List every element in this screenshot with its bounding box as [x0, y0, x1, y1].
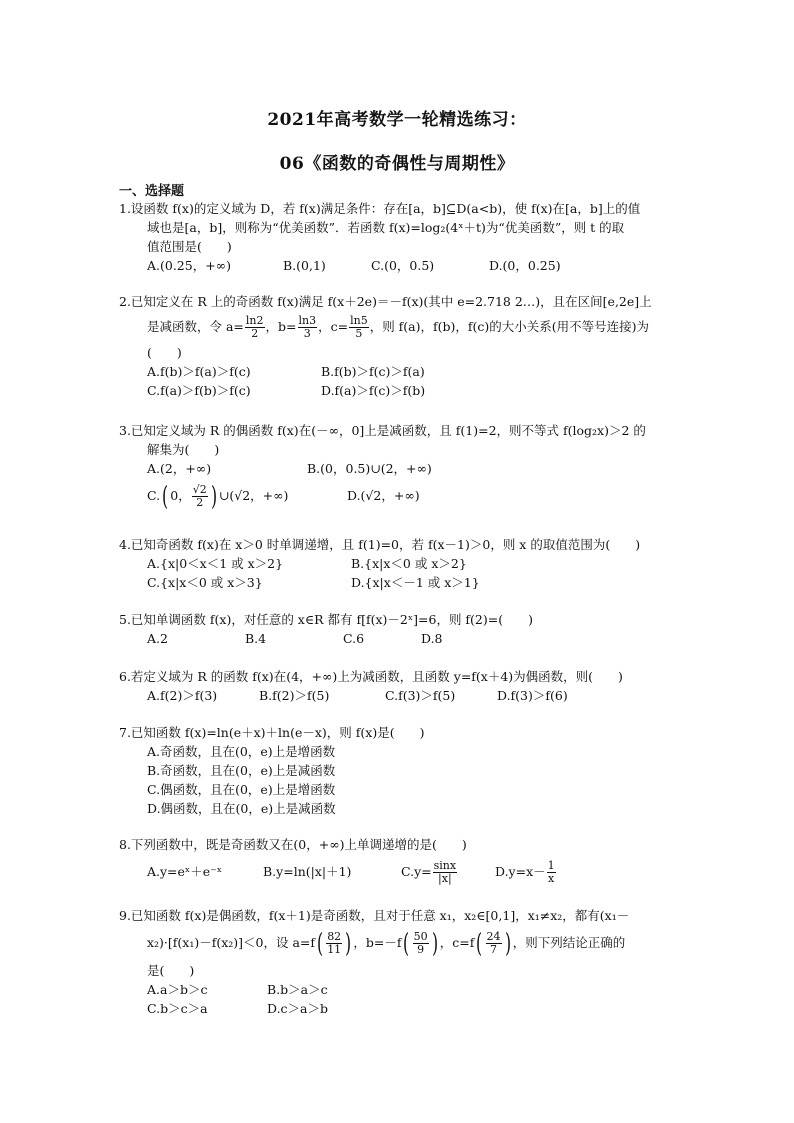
question-text: 6.若定义域为 R 的函数 f(x)在(4，+∞)上为减函数，且函数 y=f(x＋4)为偶函数，则( ) [119, 669, 623, 684]
option-a[interactable]: A.(0.25，+∞) [147, 258, 231, 273]
option-d[interactable]: D.c＞a＞b [267, 1001, 329, 1016]
question-1 [119, 199, 709, 275]
option-a[interactable]: A.奇函数，且在(0，e)上是增函数 [147, 744, 336, 759]
fraction-a: $\frac{\ln 2}{2}$ [245, 314, 264, 340]
option-b[interactable]: B.4 [245, 631, 267, 646]
question-text: x₂)·[f(x₁)－f(x₂)]＜0，设 a=f( $\frac{82}{11}$ ) ，b=－f( $\frac{50}{9}$ ) ，c=f( $\frac{24}{7}$ ) ，则下列结论正确的 [147, 928, 626, 959]
question-6 [119, 667, 709, 705]
option-d[interactable]: D.y=x－ $\frac{1}{x}$ [495, 859, 555, 885]
option-c[interactable]: C.( 0， $\frac{√2}{2}$ ) ∪(√2，+∞) [147, 481, 289, 512]
option-a[interactable]: A.f(b)＞f(a)＞f(c) [147, 364, 251, 379]
question-text: 2.已知定义在 R 上的奇函数 f(x)满足 f(x＋2e)＝－f(x)(其中 e=2.718 2…)，且在区间[e,2e]上 [119, 294, 652, 309]
option-b[interactable]: B.f(2)＞f(5) [259, 688, 330, 703]
option-b[interactable]: B.(0,1) [283, 258, 326, 273]
option-d[interactable]: D.(√2，+∞) [347, 488, 420, 503]
question-text: 域也是[a，b]，则称为“优美函数”．若函数 f(x)=log₂(4ˣ＋t)为“优美函数”，则 t 的取 [147, 220, 625, 235]
fraction-b: $\frac{\ln 3}{3}$ [298, 314, 317, 340]
fraction-sinx-over-absx: $\frac{\sin x}{|x|}$ [433, 859, 457, 885]
question-text: 4.已知奇函数 f(x)在 x＞0 时单调递增，且 f(1)=0，若 f(x－1)＞0，则 x 的取值范围为( ) [119, 537, 641, 552]
question-text: 是减函数，令 a= $\frac{\ln 2}{2}$ ，b= $\frac{\ln 3}{3}$ ，c= $\frac{\ln 5}{5}$ ，则 f(a)，f(b)，f(c)的大小关系(用不等号连接)为 [147, 314, 650, 340]
option-a[interactable]: A.2 [147, 631, 168, 646]
option-d[interactable]: D.{x|x＜－1 或 x＞1} [351, 575, 480, 590]
fraction-82-over-11: $\frac{82}{11}$ [327, 930, 342, 956]
question-3 [119, 421, 709, 514]
question-text: 是( ) [147, 963, 195, 978]
question-text: 1.设函数 f(x)的定义域为 D，若 f(x)满足条件：存在[a，b]⊆D(a<b)，使 f(x)在[a，b]上的值 [119, 201, 641, 216]
option-c[interactable]: C.b＞c＞a [147, 1001, 208, 1016]
question-text: 5.已知单调函数 f(x)，对任意的 x∈R 都有 f[f(x)－2ˣ]=6，则 f(2)=( ) [119, 612, 533, 627]
option-b[interactable]: B.b＞a＞c [267, 982, 328, 997]
option-c[interactable]: C.{x|x＜0 或 x＞3} [147, 575, 263, 590]
question-5 [119, 610, 709, 648]
page-subtitle: 06《函数的奇偶性与周期性》 [279, 154, 515, 174]
option-d[interactable]: D.(0，0.25) [489, 258, 561, 273]
fraction-c: $\frac{\ln 5}{5}$ [350, 314, 368, 340]
option-c[interactable]: C.f(3)＞f(5) [385, 688, 456, 703]
option-c[interactable]: C.6 [343, 631, 365, 646]
question-text: 值范围是( ) [147, 239, 232, 254]
option-d[interactable]: D.8 [421, 631, 443, 646]
question-text: 8.下列函数中，既是奇函数又在(0，+∞)上单调递增的是( ) [119, 837, 467, 852]
question-text: 7.已知函数 f(x)=ln(e＋x)＋ln(e－x)，则 f(x)是( ) [119, 725, 425, 740]
question-text: 3.已知定义域为 R 的偶函数 f(x)在(－∞，0]上是减函数，且 f(1)=2，则不等式 f(log₂x)＞2 的 [119, 423, 646, 438]
option-d[interactable]: D.f(3)＞f(6) [497, 688, 568, 703]
question-4 [119, 535, 709, 592]
option-d[interactable]: D.f(a)＞f(c)＞f(b) [321, 383, 426, 398]
question-8 [119, 835, 709, 890]
option-c[interactable]: C.(0，0.5) [371, 258, 435, 273]
question-text: ( ) [147, 345, 182, 360]
fraction-sqrt2-over-2: $\frac{√2}{2}$ [192, 483, 207, 509]
option-a[interactable]: A.y=eˣ＋e⁻ˣ [147, 864, 223, 879]
option-b[interactable]: B.y=ln(|x|＋1) [263, 864, 352, 879]
option-b[interactable]: B.{x|x＜0 或 x＞2} [351, 556, 467, 571]
option-d[interactable]: D.偶函数，且在(0，e)上是减函数 [147, 801, 336, 816]
option-b[interactable]: B.f(b)＞f(c)＞f(a) [321, 364, 425, 379]
option-c[interactable]: C.偶函数，且在(0，e)上是增函数 [147, 782, 336, 797]
option-b[interactable]: B.奇函数，且在(0，e)上是减函数 [147, 763, 336, 778]
option-b[interactable]: B.(0，0.5)∪(2，+∞) [307, 461, 432, 476]
question-text: 解集为( ) [147, 442, 220, 457]
option-c[interactable]: C.f(a)＞f(b)＞f(c) [147, 383, 251, 398]
question-9 [119, 906, 709, 1018]
option-a[interactable]: A.f(2)＞f(3) [147, 688, 218, 703]
fraction-50-over-9: $\frac{50}{9}$ [413, 930, 428, 956]
question-text: 9.已知函数 f(x)是偶函数，f(x＋1)是奇函数，且对于任意 x₁，x₂∈[0,1]，x₁≠x₂，都有(x₁－ [119, 908, 630, 923]
page-title: 2021年高考数学一轮精选练习： [267, 110, 527, 130]
option-a[interactable]: A.{x|0＜x＜1 或 x＞2} [147, 556, 284, 571]
section-heading: 一、选择题 [119, 184, 185, 199]
option-c[interactable]: C.y= $\frac{\sin x}{|x|}$ [401, 859, 457, 885]
option-a[interactable]: A.a＞b＞c [147, 982, 208, 997]
fraction-24-over-7: $\frac{24}{7}$ [486, 930, 501, 956]
option-a[interactable]: A.(2，+∞) [147, 461, 212, 476]
question-7 [119, 723, 709, 818]
fraction-1-over-x: $\frac{1}{x}$ [547, 859, 555, 885]
question-2 [119, 292, 709, 400]
